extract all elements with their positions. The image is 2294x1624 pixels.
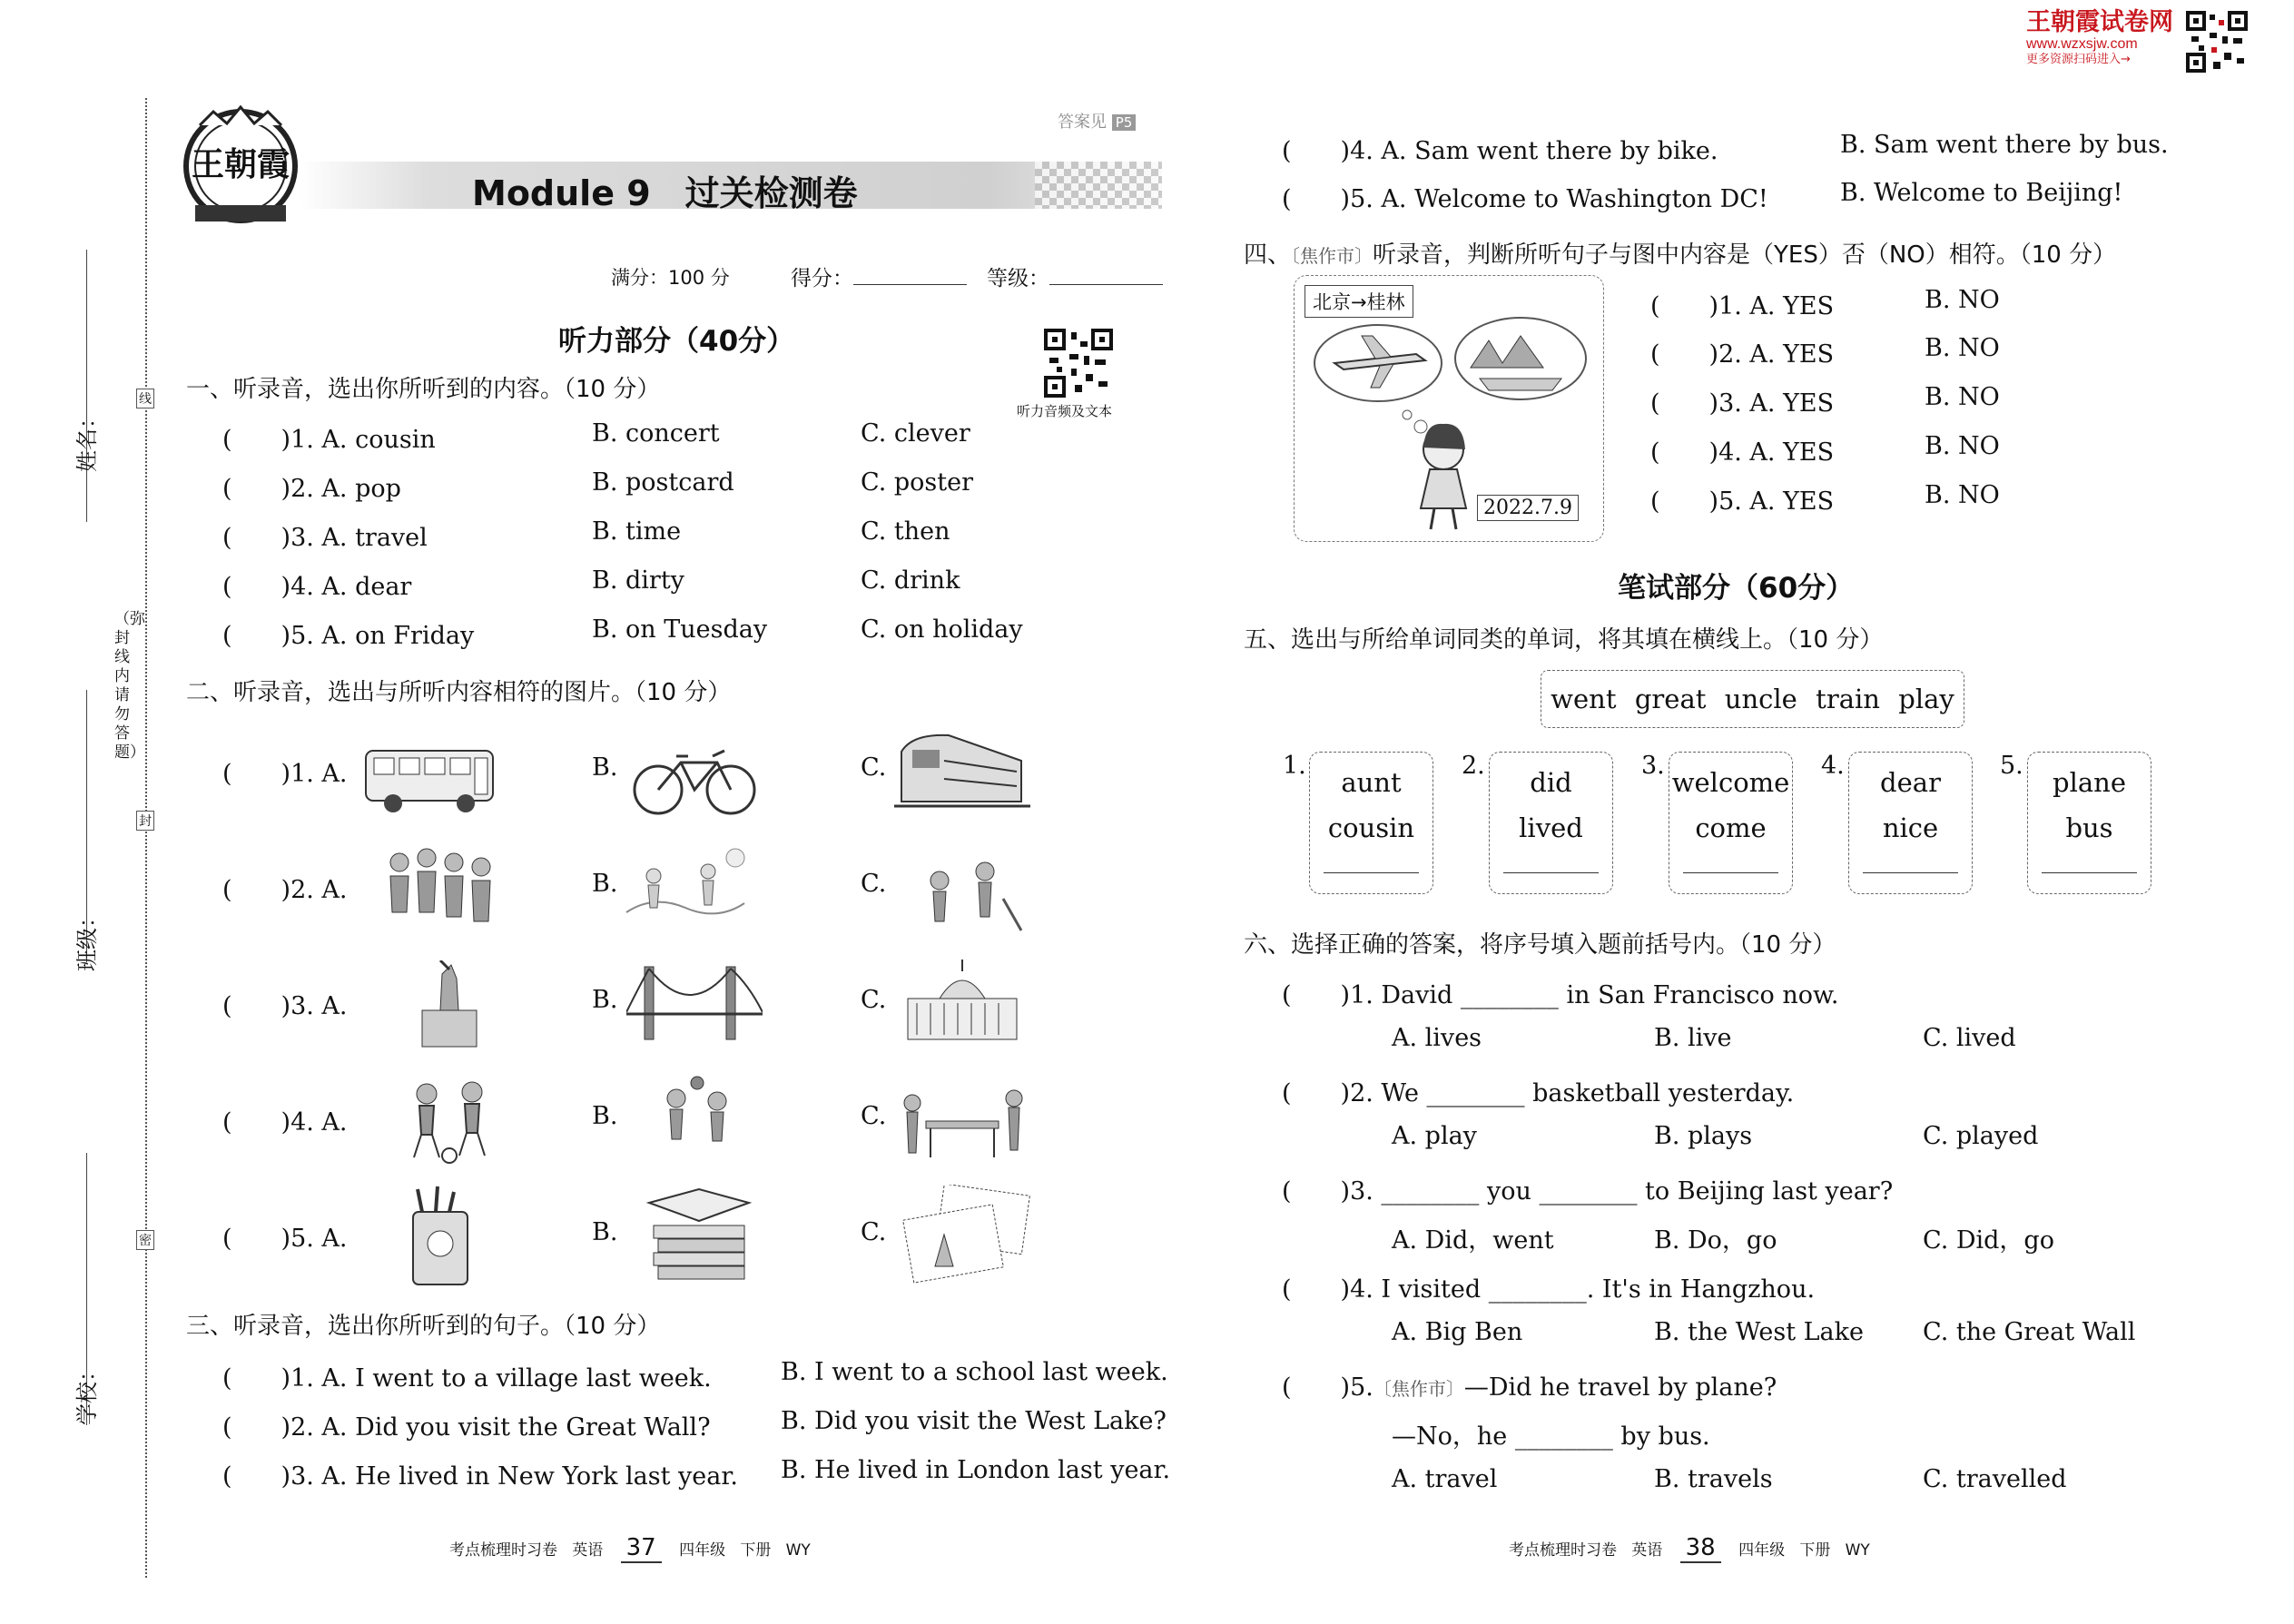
score-label: 得分： — [791, 267, 853, 290]
s6-q2-a[interactable]: A. play — [1392, 1122, 1477, 1150]
s3-q2: ( )2. A. Did you visit the Great Wall? — [222, 1413, 711, 1442]
word-group-4 — [1848, 752, 1973, 894]
s3-q3-b[interactable]: B. He lived in London last year. — [781, 1456, 1171, 1484]
s1-q2-b[interactable]: B. postcard — [592, 468, 734, 497]
footer-right-term: 下册 — [1799, 1541, 1831, 1560]
word-bank-item: went — [1551, 684, 1617, 714]
footer-left-version: WY — [785, 1541, 811, 1560]
s2-q1: ( )1. A. — [222, 760, 348, 788]
s3-q1-b[interactable]: B. I went to a school last week. — [781, 1358, 1168, 1386]
section4-title-post: 听录音，判断所听句子与图中内容是（YES）否（NO）相符。（10 分） — [1373, 241, 2117, 269]
s6-q2: ( )2. We ________ basketball yesterday. — [1282, 1079, 1795, 1107]
s4-q1: ( )1. A. YES — [1650, 292, 1835, 320]
answer-ref-page: P5 — [1112, 114, 1137, 131]
footer-left-grade: 四年级 — [679, 1541, 726, 1560]
s2-q1-c[interactable]: C. — [861, 753, 887, 782]
s6-q4: ( )4. I visited ________. It's in Hangzhou. — [1282, 1275, 1816, 1304]
s3-q5-b[interactable]: B. Welcome to Beijing! — [1840, 179, 2123, 207]
s4-q3: ( )3. A. YES — [1650, 389, 1835, 418]
footer-left — [449, 1534, 811, 1563]
section6-title: 六、选择正确的答案，将序号填入题前括号内。（10 分） — [1244, 931, 1836, 959]
s1-q3-c[interactable]: C. then — [861, 517, 950, 546]
word-group-5 — [2027, 752, 2151, 894]
s1-q5-c[interactable]: C. on holiday — [861, 615, 1023, 644]
group4-answer-blank[interactable] — [1863, 872, 1958, 873]
word-bank-item: uncle — [1724, 684, 1797, 714]
s4-q2: ( )2. A. YES — [1650, 340, 1835, 369]
school-label: 学校： — [74, 1360, 100, 1425]
s2-q5-a-pencil-holder-picture[interactable] — [372, 1185, 508, 1289]
binding-dotted-line — [145, 98, 147, 1578]
s2-q4-b[interactable]: B. — [592, 1102, 618, 1130]
group5-number: 5. — [2000, 752, 2023, 780]
svg-text:王朝霞: 王朝霞 — [191, 145, 290, 183]
s1-q2-c[interactable]: C. poster — [861, 468, 973, 497]
s6-q1: ( )1. David ________ in San Francisco now. — [1282, 981, 1839, 1009]
s6-q2-b[interactable]: B. plays — [1654, 1122, 1753, 1150]
word-group-2 — [1489, 752, 1613, 894]
s6-q3-c[interactable]: C. Did，go — [1923, 1226, 2054, 1255]
s2-q3-c[interactable]: C. — [861, 986, 887, 1014]
brand-name: 王朝霞试卷网 — [2026, 8, 2173, 36]
s2-q1-a-bus-picture[interactable] — [361, 731, 497, 822]
audio-qr-code[interactable] — [1044, 329, 1113, 398]
brand-qr-code[interactable] — [2186, 11, 2248, 73]
s2-q2: ( )2. A. — [222, 876, 348, 904]
s4-q1-b[interactable]: B. NO — [1925, 286, 2000, 314]
section5-title: 五、选出与所给单词同类的单词，将其填在横线上。（10 分） — [1244, 626, 1884, 654]
s2-q5: ( )5. A. — [222, 1225, 348, 1253]
s4-q3-b[interactable]: B. NO — [1925, 383, 2000, 411]
footer-right-series: 考点梳理时习卷 — [1509, 1541, 1617, 1560]
s2-q2-c-kids-playing-picture[interactable] — [899, 844, 1035, 935]
s1-q1-c[interactable]: C. clever — [861, 419, 970, 448]
s6-q3: ( )3. ________ you ________ to Beijing last year? — [1282, 1177, 1894, 1206]
s4-q4: ( )4. A. YES — [1650, 438, 1835, 467]
s2-q2-b-park-picture[interactable] — [617, 840, 753, 930]
brand-block — [2026, 9, 2203, 67]
word-group-3 — [1669, 752, 1793, 894]
s2-q1-b-bike-picture[interactable] — [626, 731, 763, 822]
word-bank — [1541, 670, 1964, 728]
s4-q5: ( )5. A. YES — [1650, 487, 1835, 516]
s1-q1-b[interactable]: B. concert — [592, 419, 720, 448]
s4-q5-b[interactable]: B. NO — [1925, 481, 2000, 509]
word-group-1 — [1309, 752, 1433, 894]
s6-q1-a[interactable]: A. lives — [1392, 1024, 1482, 1052]
group2-answer-blank[interactable] — [1503, 872, 1599, 873]
route-label: 北京→桂林 — [1305, 285, 1413, 318]
footer-right-grade: 四年级 — [1738, 1541, 1786, 1560]
logo-emblem — [172, 98, 309, 234]
section3-title: 三、听录音，选出你所听到的句子。（10 分） — [186, 1313, 661, 1340]
s6-q1-b[interactable]: B. live — [1654, 1024, 1732, 1052]
s2-q4: ( )4. A. — [222, 1108, 348, 1137]
word-bank-item: great — [1634, 684, 1707, 714]
seal-mark-secret: 密 — [136, 1230, 154, 1250]
footer-left-term: 下册 — [740, 1541, 772, 1560]
s1-q2: ( )2. A. pop — [222, 475, 401, 503]
written-heading: 笔试部分（60分） — [1618, 572, 1855, 605]
s4-q2-b[interactable]: B. NO — [1925, 334, 2000, 362]
qr-caption: 听力音频及文本 — [1017, 403, 1113, 419]
s3-q4: ( )4. A. Sam went there by bike. — [1282, 137, 1718, 165]
s6-q5-c[interactable]: C. travelled — [1923, 1465, 2067, 1493]
name-label: 姓名： — [74, 407, 100, 472]
group1-word1: aunt — [1341, 767, 1402, 798]
group2-number: 2. — [1462, 752, 1485, 780]
section4-city-tag: 〔焦作市〕 — [1291, 245, 1373, 267]
section1-title: 一、听录音，选出你所听到的内容。（10 分） — [186, 376, 661, 403]
section4-title — [1244, 236, 2116, 270]
s6-q5-question: —Did he travel by plane? — [1463, 1373, 1777, 1402]
footer-right-version: WY — [1845, 1541, 1870, 1560]
footer-right-page-number: 38 — [1680, 1534, 1721, 1563]
travel-date: 2022.7.9 — [1477, 495, 1579, 521]
listening-heading: 听力部分（40分） — [558, 325, 795, 358]
s3-q1: ( )1. A. I went to a village last week. — [222, 1364, 712, 1393]
section4-city: 焦作市 — [1300, 245, 1355, 267]
s2-q5-c[interactable]: C. — [861, 1218, 887, 1246]
brand-tagline: 更多资源扫码进入→ — [2026, 53, 2131, 66]
brand-url[interactable]: www.wzxsjw.com — [2026, 36, 2138, 52]
s1-q1: ( )1. A. cousin — [222, 426, 436, 454]
seal-note: （弥封线内请勿答题） — [114, 610, 145, 762]
group3-number: 3. — [1641, 752, 1665, 780]
s6-q3-a[interactable]: A. Did，went — [1392, 1226, 1554, 1255]
s6-q2-c[interactable]: C. played — [1923, 1122, 2039, 1150]
s2-q4-b-basketball-picture[interactable] — [626, 1076, 763, 1166]
grade-label: 等级： — [987, 267, 1049, 290]
group1-number: 1. — [1283, 752, 1306, 780]
s1-q3-b[interactable]: B. time — [592, 517, 682, 546]
s2-q5-b-books-picture[interactable] — [631, 1185, 767, 1284]
footer-right — [1509, 1534, 1870, 1563]
group4-word1: dear — [1880, 767, 1941, 798]
s2-q1-b[interactable]: B. — [592, 753, 618, 782]
s2-q4-c[interactable]: C. — [861, 1102, 887, 1130]
s1-q4-b[interactable]: B. dirty — [592, 566, 684, 595]
s6-q4-c[interactable]: C. the Great Wall — [1923, 1318, 2136, 1346]
s2-q4-a-football-picture[interactable] — [381, 1076, 517, 1166]
s2-q2-a-children-picture[interactable] — [372, 840, 508, 930]
group4-word2: nice — [1882, 812, 1939, 843]
s2-q1-c-train-picture[interactable] — [894, 724, 1030, 815]
s1-q5-b[interactable]: B. on Tuesday — [592, 615, 768, 644]
page-title: Module 9 过关检测卷 — [472, 173, 858, 213]
s6-q5-city: 焦作市 — [1391, 1378, 1446, 1400]
group3-answer-blank[interactable] — [1683, 872, 1778, 873]
section2-title: 二、听录音，选出与所听内容相符的图片。（10 分） — [186, 679, 732, 706]
s6-q4-a[interactable]: A. Big Ben — [1392, 1318, 1523, 1346]
full-score: 满分：100 分 — [611, 267, 730, 289]
footer-left-page-number: 37 — [621, 1534, 662, 1563]
s1-q3: ( )3. A. travel — [222, 524, 428, 552]
s1-q5: ( )5. A. on Friday — [222, 622, 475, 650]
footer-right-subject: 英语 — [1631, 1541, 1663, 1560]
s3-q4-b[interactable]: B. Sam went there by bus. — [1840, 131, 2169, 159]
group1-word2: cousin — [1327, 812, 1415, 843]
s3-q3: ( )3. A. He lived in New York last year. — [222, 1462, 738, 1491]
s6-q5-city-tag: 〔焦作市〕 — [1373, 1378, 1464, 1400]
s1-q4: ( )4. A. dear — [222, 573, 412, 601]
group3-word1: welcome — [1671, 767, 1790, 798]
s6-q3-b[interactable]: B. Do，go — [1654, 1226, 1777, 1255]
s4-q4-b[interactable]: B. NO — [1925, 432, 2000, 460]
banner-checker — [1035, 162, 1162, 209]
s2-q3: ( )3. A. — [222, 992, 348, 1020]
section4-title-pre: 四、 — [1244, 241, 1292, 269]
grade-field[interactable] — [987, 261, 1163, 291]
group2-word2: lived — [1519, 812, 1583, 843]
s6-q5-b[interactable]: B. travels — [1654, 1465, 1773, 1493]
s2-q3-b[interactable]: B. — [592, 986, 618, 1014]
group3-word2: come — [1695, 812, 1767, 843]
s2-q3-c-capitol-picture[interactable] — [894, 958, 1030, 1048]
answer-ref — [1058, 109, 1136, 133]
s2-q5-c-postcards-picture[interactable] — [899, 1185, 1035, 1284]
group5-word1: plane — [2053, 767, 2126, 798]
s2-q5-b[interactable]: B. — [592, 1218, 618, 1246]
score-field[interactable] — [791, 261, 967, 291]
s6-q4-b[interactable]: B. the West Lake — [1654, 1318, 1864, 1346]
group2-word1: did — [1530, 767, 1572, 798]
group1-answer-blank[interactable] — [1324, 872, 1419, 873]
s2-q2-c[interactable]: C. — [861, 870, 887, 898]
seal-mark-seal: 封 — [136, 811, 154, 831]
s2-q3-a-statue-picture[interactable] — [386, 960, 522, 1051]
group5-word2: bus — [2065, 812, 2113, 843]
seal-mark-line: 线 — [136, 389, 154, 408]
word-bank-item: train — [1816, 684, 1880, 714]
footer-left-subject: 英语 — [572, 1541, 604, 1560]
class-label: 班级： — [74, 906, 100, 971]
s2-q3-b-bridge-picture[interactable] — [626, 958, 763, 1048]
s2-q2-b[interactable]: B. — [592, 870, 618, 898]
footer-left-series: 考点梳理时习卷 — [449, 1541, 557, 1560]
s6-q5-line2: —No，he ________ by bus. — [1392, 1422, 1710, 1451]
s6-q5-a[interactable]: A. travel — [1392, 1465, 1498, 1493]
answer-ref-label: 答案见 — [1058, 113, 1107, 132]
name-field[interactable] — [86, 250, 87, 522]
group4-number: 4. — [1821, 752, 1845, 780]
s2-q4-c-ping-pong-picture[interactable] — [894, 1076, 1030, 1166]
s3-q2-b[interactable]: B. Did you visit the West Lake? — [781, 1407, 1167, 1435]
group5-answer-blank[interactable] — [2042, 872, 2137, 873]
s6-q5 — [1282, 1367, 1777, 1403]
word-bank-item: play — [1898, 684, 1954, 714]
s1-q4-c[interactable]: C. drink — [861, 566, 960, 595]
s6-q5-number: ( )5. — [1282, 1373, 1373, 1402]
s6-q1-c[interactable]: C. lived — [1923, 1024, 2016, 1052]
s3-q5: ( )5. A. Welcome to Washington DC! — [1282, 185, 1768, 213]
